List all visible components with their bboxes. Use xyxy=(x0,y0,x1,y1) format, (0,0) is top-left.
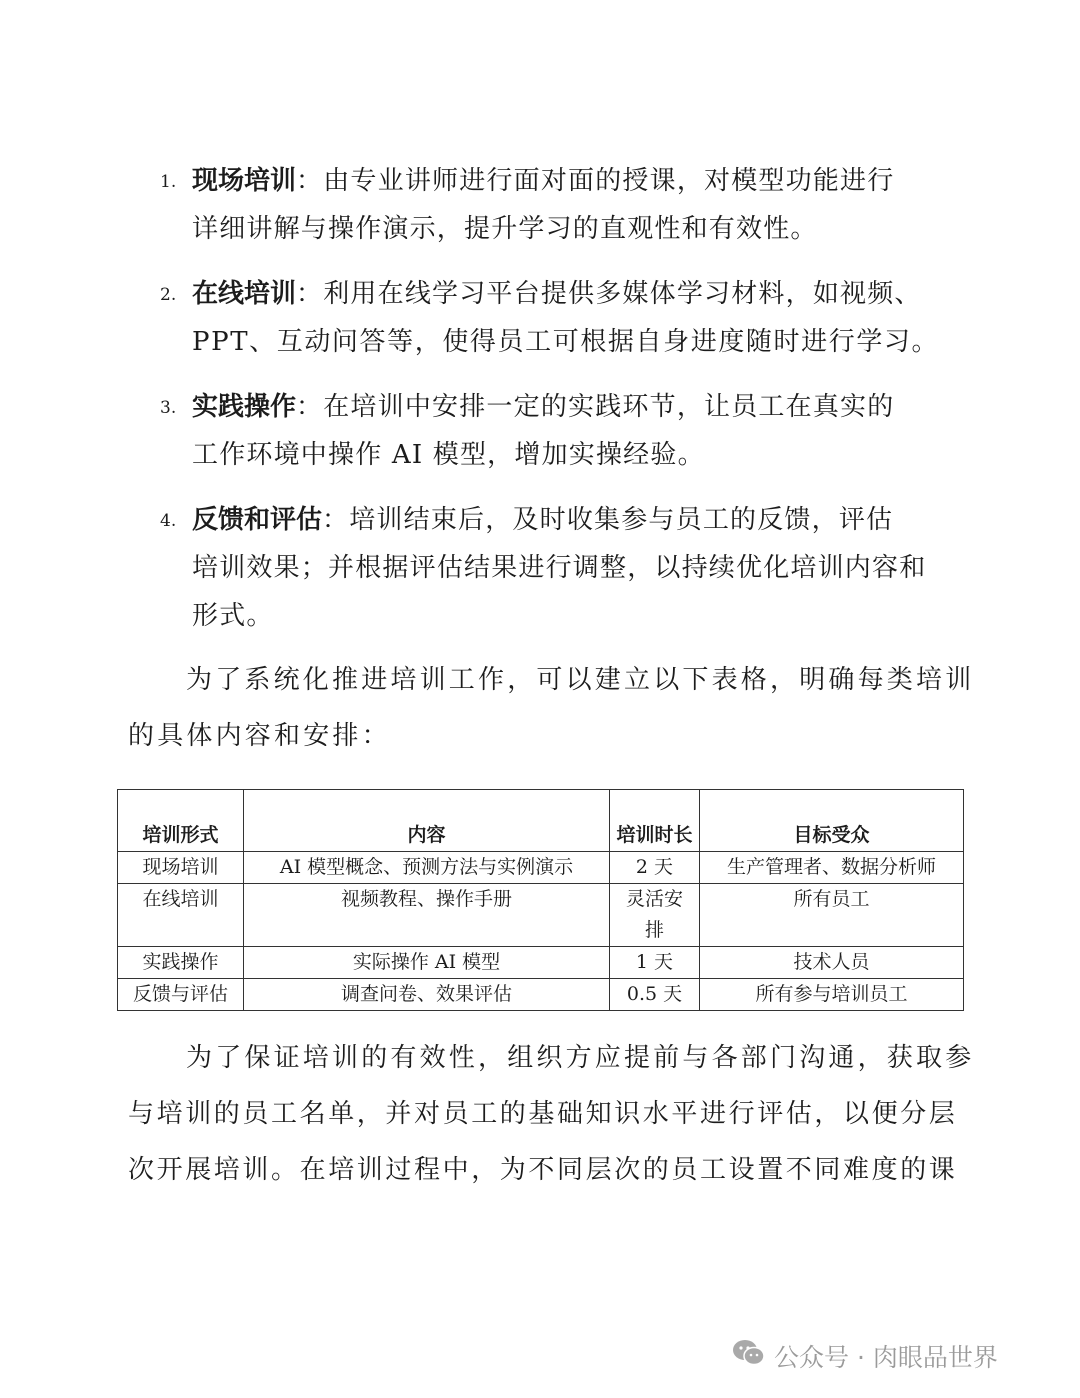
list-line: 实践操作：在培训中安排一定的实践环节，让员工在真实的 xyxy=(192,392,895,422)
table-cell: 在线培训 xyxy=(118,884,244,947)
table-cell: 所有员工 xyxy=(700,884,964,947)
list-number: 4. xyxy=(160,511,177,531)
list-line: 形式。 xyxy=(192,601,274,631)
list-line: 详细讲解与操作演示，提升学习的直观性和有效性。 xyxy=(192,214,818,244)
closing-paragraph-line: 为了保证培训的有效性，组织方应提前与各部门沟通，获取参 xyxy=(186,1043,975,1073)
table-row xyxy=(118,852,964,884)
table-row xyxy=(118,979,964,1011)
list-line: PPT、互动问答等，使得员工可根据自身进度随时进行学习。 xyxy=(192,327,940,357)
table-cell: 反馈与评估 xyxy=(118,979,244,1011)
list-title: 实践操作 xyxy=(192,392,297,422)
closing-paragraph-line: 与培训的员工名单，并对员工的基础知识水平进行评估，以便分层 xyxy=(128,1099,958,1129)
table-header-row xyxy=(118,790,964,852)
list-title: 反馈和评估 xyxy=(192,505,323,535)
table-cell: 现场培训 xyxy=(118,852,244,884)
table-row xyxy=(118,947,964,979)
table-cell: AI 模型概念、预测方法与实例演示 xyxy=(244,852,610,884)
table-cell: 技术人员 xyxy=(700,947,964,979)
training-schedule-table xyxy=(117,789,964,1011)
wechat-icon xyxy=(732,1338,766,1374)
list-number: 2. xyxy=(160,285,177,305)
table-cell: 所有参与培训员工 xyxy=(700,979,964,1011)
list-line: 反馈和评估：培训结束后，及时收集参与员工的反馈，评估 xyxy=(192,505,894,535)
intro-paragraph-line: 的具体内容和安排： xyxy=(128,721,391,751)
list-number: 3. xyxy=(160,398,177,418)
watermark xyxy=(732,1338,998,1374)
table-cell: 1 天 xyxy=(610,947,700,979)
intro-paragraph-line: 为了系统化推进培训工作，可以建立以下表格，明确每类培训 xyxy=(186,665,975,695)
table-cell: 2 天 xyxy=(610,852,700,884)
column-header: 内容 xyxy=(244,790,610,852)
list-number: 1. xyxy=(160,172,177,192)
list-title: 在线培训 xyxy=(192,279,297,309)
table-row xyxy=(118,884,964,947)
list-line: 培训效果；并根据评估结果进行调整，以持续优化培训内容和 xyxy=(192,553,927,583)
column-header: 培训形式 xyxy=(118,790,244,852)
table-cell: 0.5 天 xyxy=(610,979,700,1011)
table-cell: 实践操作 xyxy=(118,947,244,979)
list-line: 在线培训：利用在线学习平台提供多媒体学习材料，如视频、 xyxy=(192,279,922,309)
table-cell: 灵活安排 xyxy=(610,884,700,947)
column-header: 目标受众 xyxy=(700,790,964,852)
table-cell: 实际操作 AI 模型 xyxy=(244,947,610,979)
table-cell: 生产管理者、数据分析师 xyxy=(700,852,964,884)
table-cell: 调查问卷、效果评估 xyxy=(244,979,610,1011)
closing-paragraph-line: 次开展培训。在培训过程中，为不同层次的员工设置不同难度的课 xyxy=(128,1155,958,1185)
column-header: 培训时长 xyxy=(610,790,700,852)
list-line: 工作环境中操作 AI 模型，增加实操经验。 xyxy=(192,440,705,470)
table-cell: 视频教程、操作手册 xyxy=(244,884,610,947)
list-line: 现场培训：由专业讲师进行面对面的授课，对模型功能进行 xyxy=(192,166,895,196)
watermark-text: 公众号 · 肉眼品世界 xyxy=(774,1343,998,1372)
list-title: 现场培训 xyxy=(192,166,297,196)
